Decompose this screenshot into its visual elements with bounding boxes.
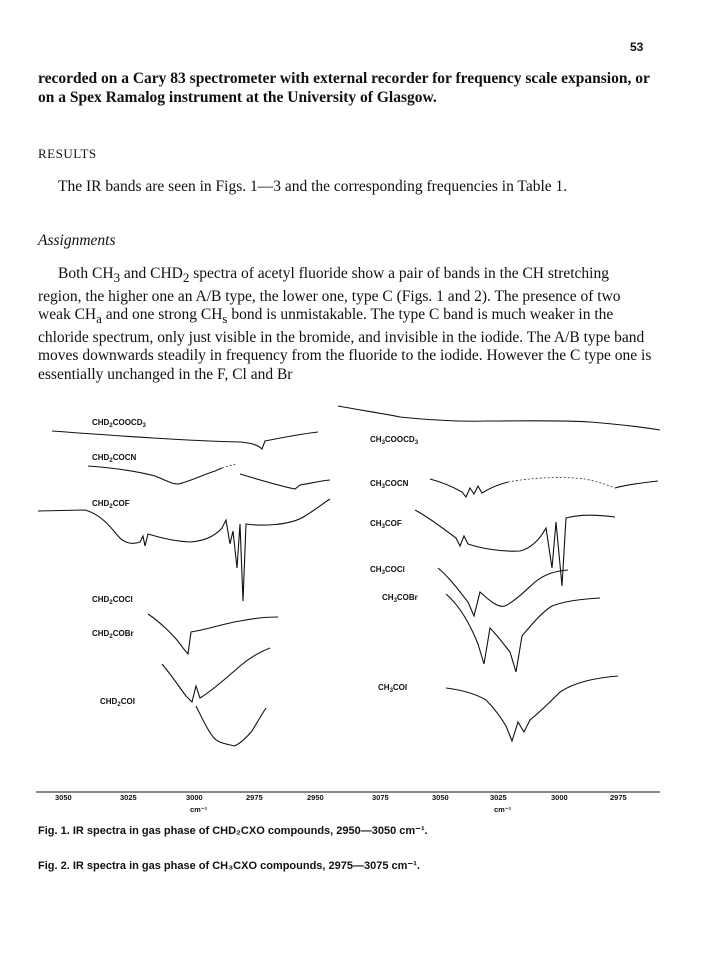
assign-sub-2: 2: [182, 270, 190, 286]
assign-sub-a: a: [96, 311, 102, 327]
label-ch3cocl: $CH_3COCl$: [370, 565, 405, 576]
trace-chd2coi-lower: [196, 706, 266, 746]
trace-ch3coocd3: [338, 406, 660, 430]
assignments-paragraph: [38, 265, 653, 384]
left-tick-3050: 3050: [55, 793, 72, 802]
results-heading: RESULTS: [38, 146, 97, 161]
label-chd2cocn: $CHD_2COCN$: [92, 453, 137, 464]
trace-chd2cof: [38, 499, 330, 601]
trace-chd2coocd3: [52, 431, 318, 449]
left-tick-3025: 3025: [120, 793, 137, 802]
trace-ch3cocn-dash: [508, 478, 615, 488]
results-text: The IR bands are seen in Figs. 1—3 and the corresponding frequencies in Table 1.: [58, 178, 568, 195]
assign-text-2: and CHD: [120, 265, 183, 282]
trace-chd2cocn-a: [88, 466, 222, 484]
assign-text-5: bond is unmistakable. The type C band is much weaker in the chloride spectrum, only just visible in the bromide, and invisible in the iodide. The A/B type band moves downwards steadily in frequency from the fluoride to the iodide. However the C type one is essentially unchanged in the F, Cl and Br: [38, 306, 652, 383]
right-axis-unit: cm⁻¹: [494, 805, 512, 814]
label-chd2cocl: $CHD_2COCl$: [92, 595, 133, 606]
trace-chd2cocn-b: [240, 474, 330, 489]
left-tick-2950: 2950: [307, 793, 324, 802]
label-chd2cof: $CHD_2COF$: [92, 499, 130, 510]
label-ch3coocd3: $CH_3COOCD_3$: [370, 435, 419, 446]
trace-ch3cocn: [430, 479, 508, 497]
assign-text-4: and one strong CH: [101, 306, 223, 324]
label-ch3cobr: $CH_3COBr$: [382, 593, 418, 604]
assign-text-1: Both CH: [58, 265, 114, 282]
intro-paragraph: recorded on a Cary 83 spectrometer with external recorder for frequency scale expansion, or on a Spex Ramalog instrument at the University of Glasgow.: [38, 70, 650, 106]
assign-sub-3: 3: [113, 270, 121, 286]
assign-text-3: spectra of acetyl fluoride show a pair of bands in the CH stretching region, the higher one an A/B type, the lower one, type C (Figs. 1 and 2). The presence of two weak CH: [38, 265, 621, 324]
label-ch3coi: $CH_3COI$: [378, 683, 408, 694]
spectra-figure: [0, 396, 720, 821]
figure-1-caption: Fig. 1. IR spectra in gas phase of CHD₂CXO compounds, 2950—3050 cm⁻¹.: [38, 825, 428, 837]
right-spectra-panel: [338, 406, 660, 814]
figure-2-caption: Fig. 2. IR spectra in gas phase of CH₃CXO compounds, 2975—3075 cm⁻¹.: [38, 860, 420, 872]
label-ch3cocn: $CH_3COCN$: [370, 479, 409, 490]
label-chd2coocd3: $CHD_2COOCD_3$: [92, 418, 146, 429]
label-chd2coi: $CHD_2COI$: [100, 697, 135, 708]
right-tick-3075: 3075: [372, 793, 389, 802]
left-axis-unit: cm⁻¹: [190, 805, 208, 814]
right-tick-3000: 3000: [551, 793, 568, 802]
page-number: 53: [630, 40, 644, 54]
label-ch3cof: $CH_3COF$: [370, 519, 402, 530]
trace-chd2cocn-dash: [222, 464, 236, 468]
right-tick-3050: 3050: [432, 793, 449, 802]
left-tick-3000: 3000: [186, 793, 203, 802]
trace-chd2coi: [162, 648, 270, 702]
results-paragraph: [38, 178, 653, 197]
trace-chd2cobr: [148, 614, 278, 654]
right-tick-3025: 3025: [490, 793, 507, 802]
label-chd2cobr: $CHD_2COBr$: [92, 629, 134, 640]
trace-ch3cocn-end: [615, 481, 658, 488]
assignments-heading: Assignments: [38, 232, 116, 249]
trace-ch3coi: [446, 676, 618, 741]
right-tick-2975: 2975: [610, 793, 627, 802]
left-tick-2975: 2975: [246, 793, 263, 802]
left-spectra-panel: [36, 418, 338, 814]
assign-sub-s: s: [222, 311, 228, 327]
